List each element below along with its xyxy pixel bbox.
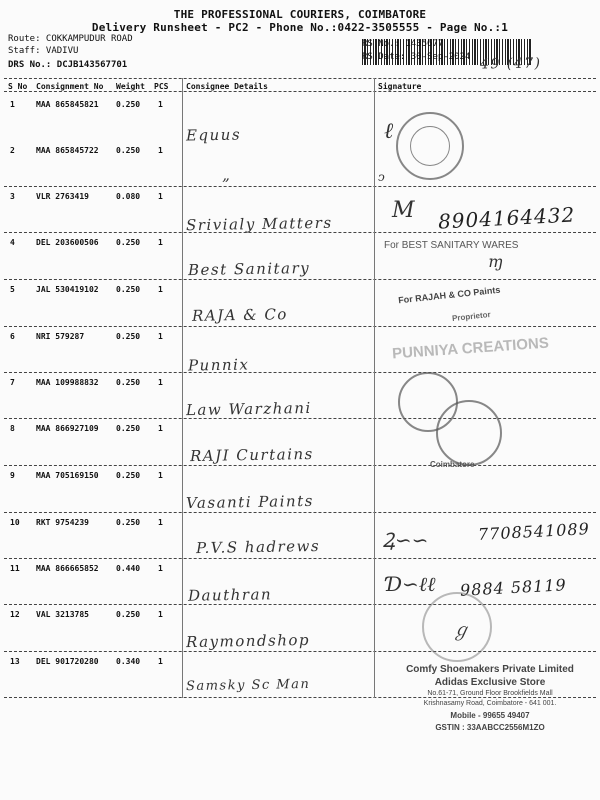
row-weight: 0.250 — [116, 146, 141, 155]
col-header-pcs: PCS — [154, 82, 169, 91]
row-pcs: 1 — [158, 332, 163, 341]
round-seal — [436, 400, 502, 466]
row-weight: 0.250 — [116, 424, 141, 433]
col-header-signature: Signature — [378, 82, 422, 91]
row-weight: 0.250 — [116, 518, 141, 527]
row-weight: 0.250 — [116, 610, 141, 619]
drs-value: DCJB143567701 — [56, 60, 128, 70]
row-consignment: DEL 203600506 — [36, 238, 99, 247]
store-stamp-line: GSTIN : 33AABCC2556M1ZO — [435, 723, 545, 732]
business-stamp: For BEST SANITARY WARES — [384, 240, 519, 251]
row-pcs: 1 — [158, 285, 163, 294]
row-divider — [4, 418, 596, 419]
row-weight: 0.340 — [116, 657, 141, 666]
rs-date: RS Date: 30-Sep-2024 — [362, 52, 471, 62]
row-weight: 0.250 — [116, 471, 141, 480]
row-divider — [4, 326, 596, 327]
row-divider — [4, 651, 596, 652]
row-pcs: 1 — [158, 192, 163, 201]
row-consignee-handwriting: P.V.S hadrews — [195, 536, 321, 558]
row-sno: 3 — [10, 192, 15, 201]
signature-scrawl: ℓ — [384, 119, 394, 144]
row-sno: 12 — [10, 610, 20, 619]
row-consignment: MAA 865845821 — [36, 100, 99, 109]
row-consignee-handwriting: Equus — [185, 125, 242, 145]
row-sno: 6 — [10, 332, 15, 341]
col-header-weight: Weight — [116, 82, 145, 91]
row-sno: 13 — [10, 657, 20, 666]
row-sno: 5 — [10, 285, 15, 294]
row-pcs: 1 — [158, 564, 163, 573]
rs-number: RS No.: 1435677 — [362, 39, 444, 49]
signature-scrawl: M — [392, 198, 415, 223]
column-divider — [374, 78, 375, 698]
staff-label: Staff: VADIVU — [8, 46, 79, 56]
handwritten-phone: 8904164432 — [437, 202, 576, 234]
row-consignment: NRI 579287 — [36, 332, 85, 341]
row-pcs: 1 — [158, 146, 163, 155]
faded-business-stamp: PUNNIYA CREATIONS — [391, 334, 550, 363]
header-bottom-divider — [4, 91, 596, 92]
row-weight: 0.250 — [116, 285, 141, 294]
row-divider — [4, 279, 596, 280]
col-header-sno: S No — [8, 82, 28, 91]
route-label: Route: COKKAMPUDUR ROAD — [8, 34, 133, 44]
runsheet-subtitle: Delivery Runsheet - PC2 - Phone No.:0422-3505555 - Page No.:1 — [91, 21, 509, 34]
header-top-divider — [4, 78, 596, 79]
store-stamp-line: No.61-71, Ground Floor Brookfields Mall — [427, 690, 553, 697]
row-weight: 0.440 — [116, 564, 141, 573]
row-consignment: MAA 866927109 — [36, 424, 99, 433]
row-consignee-handwriting: Raymondshop — [185, 630, 311, 652]
handwritten-phone: 7708541089 — [477, 519, 591, 544]
row-consignment: MAA 109988832 — [36, 378, 99, 387]
store-stamp-line: Mobile - 99655 49407 — [450, 711, 530, 720]
row-consignee-handwriting: Vasanti Paints — [185, 491, 314, 513]
row-consignee-handwriting: Law Warzhani — [185, 398, 312, 420]
row-consignee-handwriting: Dauthran — [187, 585, 273, 605]
row-divider — [4, 604, 596, 605]
row-sno: 9 — [10, 471, 15, 480]
row-weight: 0.250 — [116, 100, 141, 109]
drs-number — [8, 60, 127, 70]
col-header-consignee: Consignee Details — [186, 82, 268, 91]
row-sno: 1 — [10, 100, 15, 109]
row-consignment: JAL 530419102 — [36, 285, 99, 294]
row-sno: 4 — [10, 238, 15, 247]
row-sno: 8 — [10, 424, 15, 433]
row-sno: 7 — [10, 378, 15, 387]
handwritten-phone: 9884 58119 — [459, 575, 568, 600]
signature-scrawl: ɱ — [488, 252, 504, 271]
row-consignee-handwriting: Best Sanitary — [187, 258, 311, 280]
row-pcs: 1 — [158, 424, 163, 433]
seal-city: Coimbatore — [430, 460, 475, 469]
store-stamp-line: Adidas Exclusive Store — [434, 677, 546, 688]
row-consignee-handwriting: „ — [221, 165, 232, 185]
row-consignee-handwriting: RAJA & Co — [191, 305, 289, 325]
col-header-consignment: Consignment No — [36, 82, 104, 91]
row-pcs: 1 — [158, 471, 163, 480]
company-round-stamp-inner — [410, 126, 450, 166]
row-divider — [4, 512, 596, 513]
store-stamp-line: Comfy Shoemakers Private Limited — [406, 664, 574, 675]
business-stamp: For RAJAH & CO Paints — [397, 284, 501, 306]
row-consignment: MAA 865845722 — [36, 146, 99, 155]
row-weight: 0.250 — [116, 332, 141, 341]
row-consignment: RKT 9754239 — [36, 518, 89, 527]
row-consignee-handwriting: Srivialy Matters — [185, 213, 333, 235]
drs-label: DRS No.: — [8, 60, 57, 70]
row-pcs: 1 — [158, 518, 163, 527]
row-pcs: 1 — [158, 238, 163, 247]
row-consignee-handwriting: RAJI Curtains — [189, 444, 314, 466]
row-divider — [4, 697, 596, 698]
row-weight: 0.080 — [116, 192, 141, 201]
row-sno: 11 — [10, 564, 20, 573]
row-divider — [4, 465, 596, 466]
row-pcs: 1 — [158, 610, 163, 619]
row-weight: 0.250 — [116, 378, 141, 387]
row-divider — [4, 186, 596, 187]
row-divider — [4, 372, 596, 373]
row-consignment: VAL 3213785 — [36, 610, 89, 619]
row-pcs: 1 — [158, 378, 163, 387]
row-sno: 2 — [10, 146, 15, 155]
row-consignee-handwriting: Samsky Sc Man — [185, 676, 311, 695]
row-pcs: 1 — [158, 100, 163, 109]
row-consignee-handwriting: Punnix — [187, 355, 250, 375]
company-title: THE PROFESSIONAL COURIERS, COIMBATORE — [173, 8, 427, 21]
row-weight: 0.250 — [116, 238, 141, 247]
row-consignment: DEL 901720280 — [36, 657, 99, 666]
row-sno: 10 — [10, 518, 20, 527]
row-divider — [4, 558, 596, 559]
business-stamp-proprietor: Proprietor — [451, 310, 492, 323]
column-divider — [182, 78, 183, 698]
row-pcs: 1 — [158, 657, 163, 666]
row-consignment: MAA 866665852 — [36, 564, 99, 573]
signature-scrawl: Ꝝ∽∽ — [382, 528, 429, 552]
signature-scrawl: ͻ — [378, 170, 385, 184]
signature-scrawl: Ɗ∽ℓℓ — [386, 572, 436, 596]
row-consignment: VLR 2763419 — [36, 192, 89, 201]
handwritten-count: 49 (47) — [479, 55, 542, 73]
signature-scrawl: ℊ — [452, 620, 470, 641]
store-stamp-line: Krishnasamy Road, Coimbatore - 641 001. — [423, 700, 557, 707]
row-consignment: MAA 705169150 — [36, 471, 99, 480]
